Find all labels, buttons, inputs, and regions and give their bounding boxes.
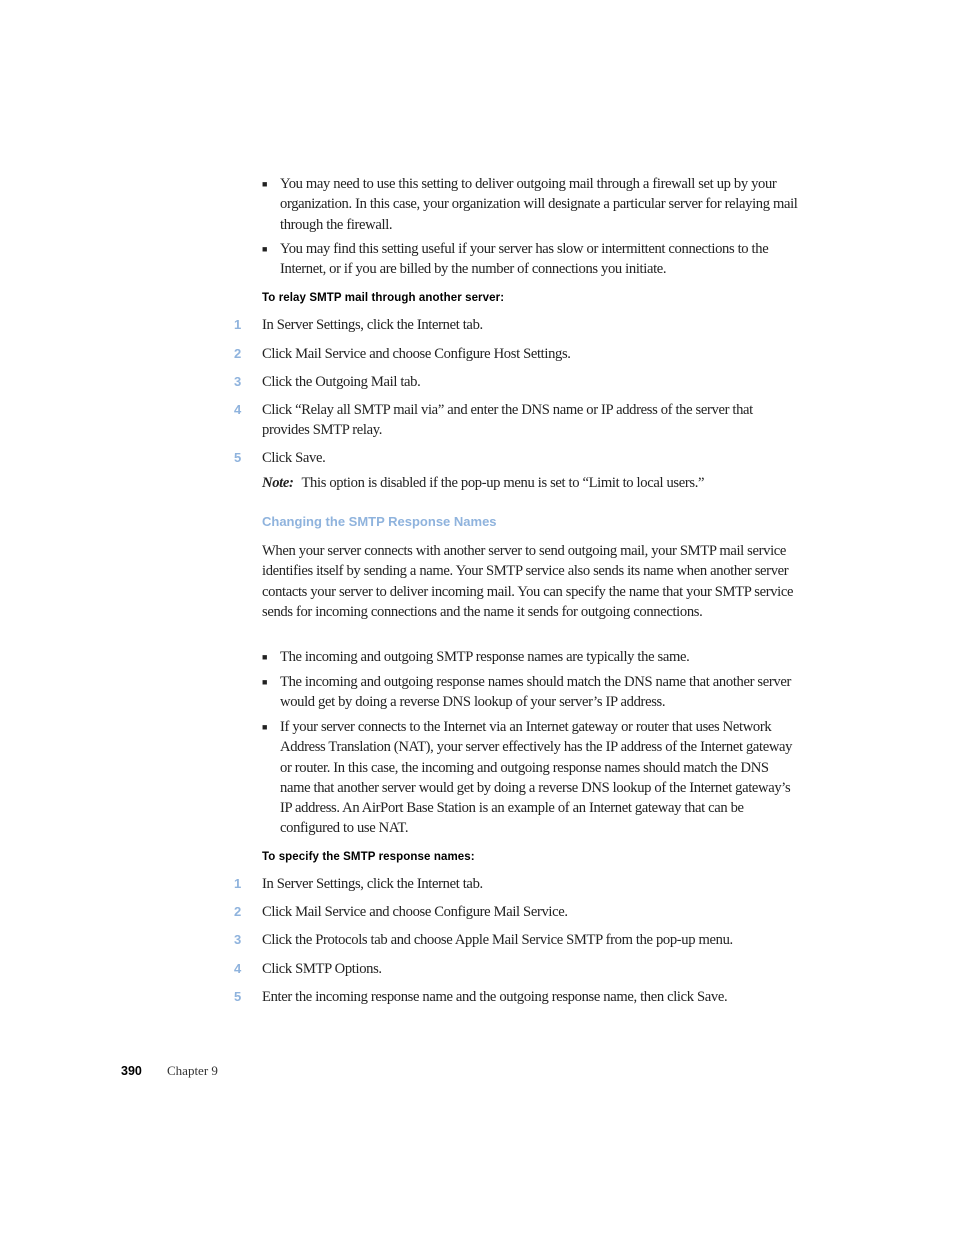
step-number: 2: [234, 346, 242, 361]
section-heading: Changing the SMTP Response Names: [262, 514, 497, 529]
bullet-item: The incoming and outgoing SMTP response names are typically the same.: [280, 649, 690, 665]
step-text: Click the Outgoing Mail tab.: [262, 374, 421, 390]
step-text: In Server Settings, click the Internet tab.: [262, 317, 483, 333]
bullet-item: You may need to use this setting to deliver outgoing mail through a firewall set up by your organization. In this case, your organization will designate a particular server for relaying mail through the firewall.: [280, 176, 798, 233]
step-text: In Server Settings, click the Internet tab.: [262, 876, 483, 892]
step-number: 3: [234, 374, 242, 389]
step-number: 1: [234, 876, 242, 891]
bullet-icon: ■: [262, 722, 268, 732]
step-number: 1: [234, 317, 242, 332]
step-number: 3: [234, 932, 242, 947]
step-text: Click SMTP Options.: [262, 961, 382, 977]
bullet-item: The incoming and outgoing response names should match the DNS name that another server would get by doing a reverse DNS lookup of your server’s IP address.: [280, 674, 791, 711]
note-text: This option is disabled if the pop-up menu is set to “Limit to local users.”: [301, 475, 705, 491]
note: [262, 473, 802, 493]
procedure-heading: To specify the SMTP response names:: [262, 851, 475, 863]
bullet-item: You may find this setting useful if your server has slow or intermittent connections to the Internet, or if you are billed by the number of connections you initiate.: [280, 241, 769, 278]
step-number: 2: [234, 904, 242, 919]
bullet-icon: ■: [262, 179, 268, 189]
bullet-item: If your server connects to the Internet via an Internet gateway or router that uses Network Address Translation (NAT), your server effectively has the IP address of the Internet gateway or router. In this case, the incoming and outgoing response names should match the DNS name that another server would get by doing a reverse DNS lookup of the Internet gateway’s IP address. An AirPort Base Station is an example of an Internet gateway that can be configured to use NAT.: [280, 719, 793, 837]
page-number: 390: [121, 1064, 142, 1078]
step-number: 5: [234, 450, 242, 465]
step-number: 4: [234, 961, 242, 976]
step-text: Click Save.: [262, 450, 326, 466]
note-label: Note:: [262, 475, 294, 491]
step-text: Click the Protocols tab and choose Apple Mail Service SMTP from the pop-up menu.: [262, 932, 733, 948]
bullet-icon: ■: [262, 244, 268, 254]
step-number: 4: [234, 402, 242, 417]
procedure-heading: To relay SMTP mail through another server:: [262, 292, 505, 304]
chapter-label: Chapter 9: [167, 1063, 218, 1078]
step-text: Click Mail Service and choose Configure Host Settings.: [262, 346, 571, 362]
step-text: Enter the incoming response name and the outgoing response name, then click Save.: [262, 989, 728, 1005]
step-number: 5: [234, 989, 242, 1004]
step-text: Click Mail Service and choose Configure Mail Service.: [262, 904, 568, 920]
bullet-icon: ■: [262, 677, 268, 687]
section-intro: When your server connects with another server to send outgoing mail, your SMTP mail service identifies itself by sending a name. Your SMTP service also sends its name when another server contacts your server to deliver incoming mail. You can specify the name that your SMTP service sends for incoming connections and the name it sends for outgoing connections.: [262, 543, 794, 620]
step-text: Click “Relay all SMTP mail via” and enter the DNS name or IP address of the server that provides SMTP relay.: [262, 402, 753, 439]
bullet-icon: ■: [262, 652, 268, 662]
